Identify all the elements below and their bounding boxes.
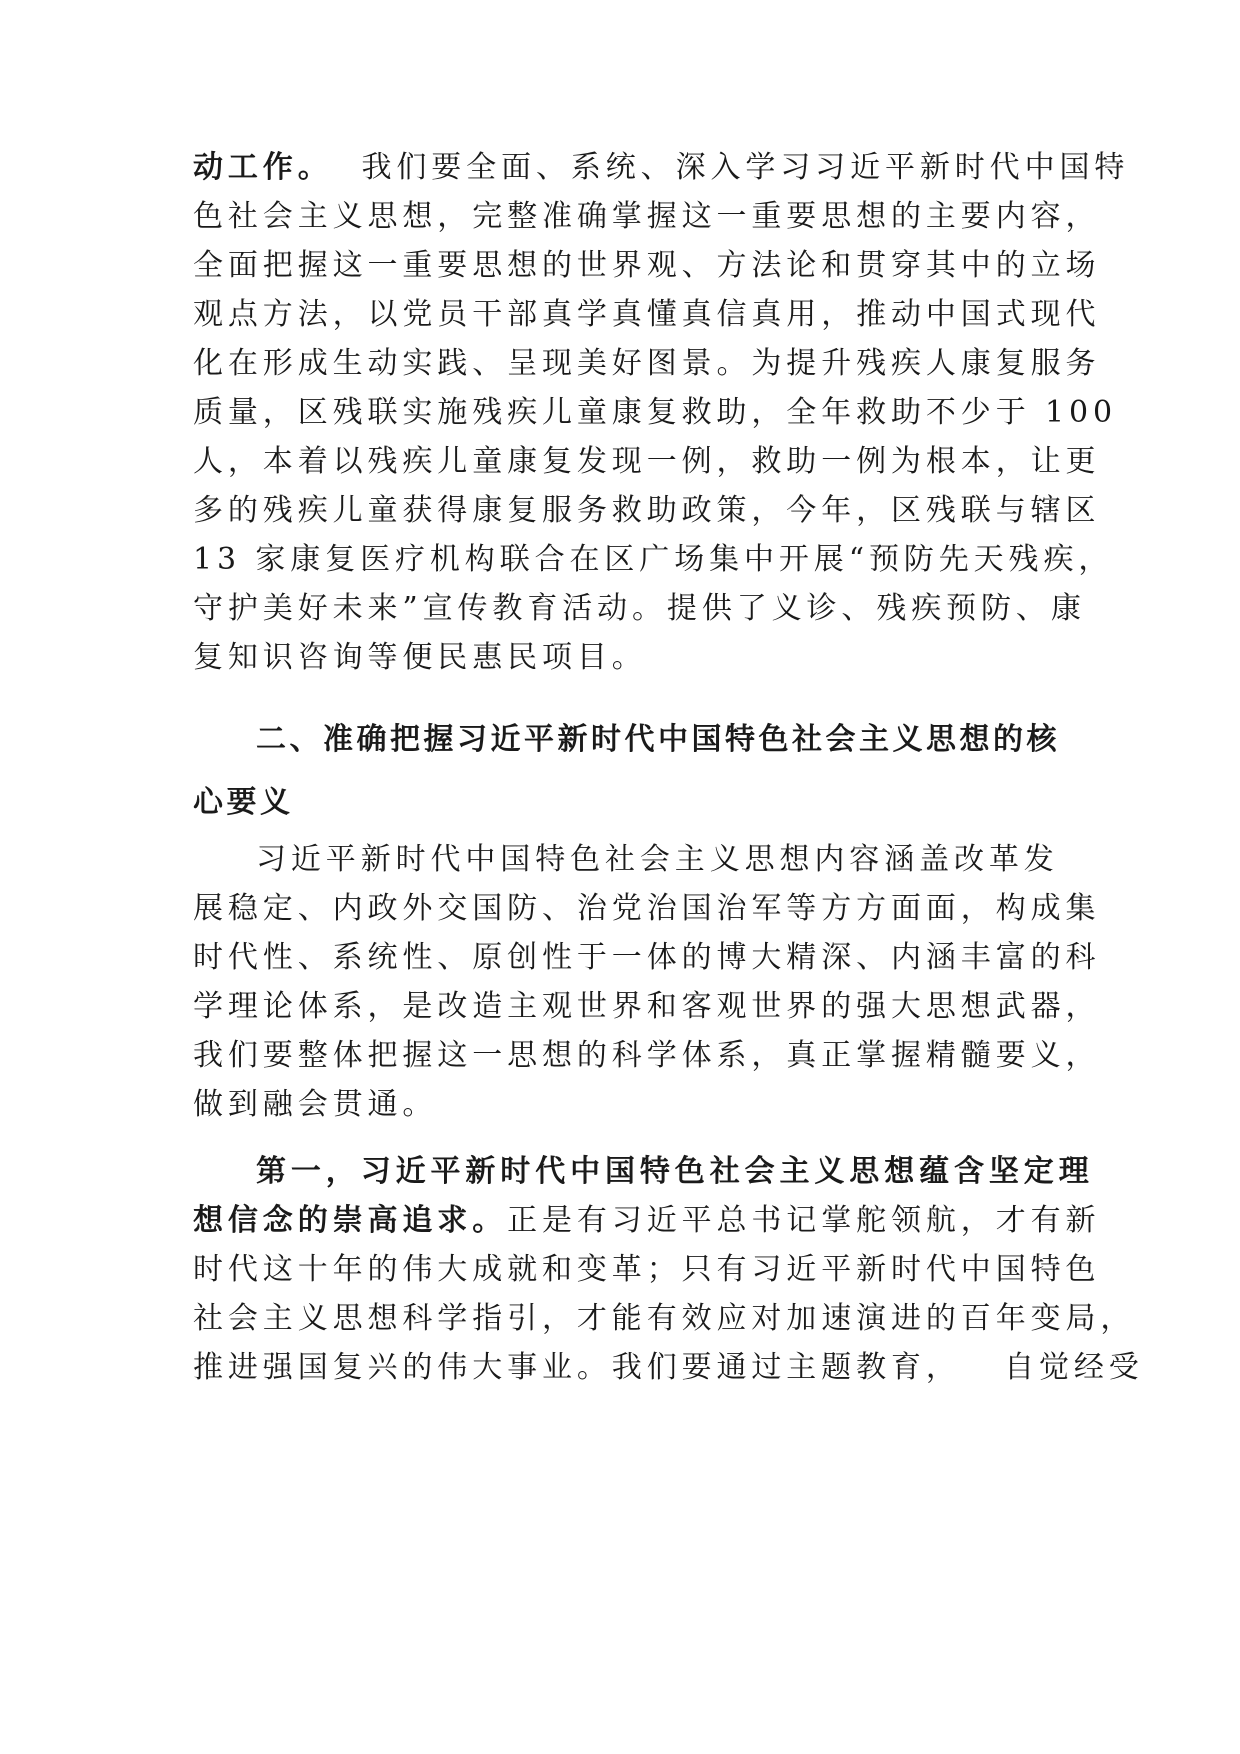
section-heading: 二、准确把握习近平新时代中国特色社会主义思想的核 bbox=[256, 722, 1060, 757]
paragraph-line: 我们要整体把握这一思想的科学体系，真正掌握精髓要义， bbox=[193, 1038, 1101, 1073]
paragraph-line: 学理论体系，是改造主观世界和客观世界的强大思想武器， bbox=[193, 989, 1101, 1024]
section-heading-continued: 心要义 bbox=[193, 785, 294, 820]
paragraph-line: 时代性、系统性、原创性于一体的博大精深、内涵丰富的科 bbox=[193, 940, 1101, 975]
paragraph-text: 正是有习近平总书记掌舵领航，才有新 bbox=[507, 1203, 1101, 1238]
paragraph-line: 质量，区残联实施残疾儿童康复救助，全年救助不少于 100 bbox=[193, 395, 1117, 430]
bold-lead-text: 动工作。 bbox=[193, 150, 333, 185]
paragraph-line: 时代这十年的伟大成就和变革；只有习近平新时代中国特色 bbox=[193, 1252, 1101, 1287]
paragraph-line: 展稳定、内政外交国防、治党治国治军等方方面面，构成集 bbox=[193, 891, 1101, 926]
paragraph-line: 推进强国复兴的伟大事业。我们要通过主题教育， 自觉经受 bbox=[193, 1350, 1144, 1385]
paragraph-line: 多的残疾儿童获得康复服务救助政策，今年，区残联与辖区 bbox=[193, 493, 1101, 528]
paragraph-line: 化在形成生动实践、呈现美好图景。为提升残疾人康复服务 bbox=[193, 346, 1101, 381]
paragraph-line: 社会主义思想科学指引，才能有效应对加速演进的百年变局， bbox=[193, 1301, 1136, 1336]
bold-lead-text: 想信念的崇高追求。 bbox=[193, 1203, 508, 1238]
paragraph-line: 做到融会贯通。 bbox=[193, 1087, 438, 1122]
paragraph-line: 守护美好未来”宣传教育活动。提供了义诊、残疾预防、康 bbox=[193, 591, 1086, 626]
paragraph-line bbox=[193, 1201, 1101, 1241]
paragraph-line: 习近平新时代中国特色社会主义思想内容涵盖改革发 bbox=[256, 842, 1059, 877]
paragraph-text: 我们要全面、系统、深入学习习近平新时代中国特 bbox=[332, 150, 1130, 185]
paragraph-line: 色社会主义思想，完整准确掌握这一重要思想的主要内容， bbox=[193, 199, 1101, 234]
paragraph-line: 13 家康复医疗机构联合在区广场集中开展“预防先天残疾， bbox=[193, 542, 1114, 577]
paragraph-line: 复知识咨询等便民惠民项目。 bbox=[193, 640, 647, 675]
paragraph-line bbox=[193, 148, 1130, 188]
paragraph-line: 第一，习近平新时代中国特色社会主义思想蕴含坚定理 bbox=[256, 1154, 1094, 1189]
paragraph-line: 全面把握这一重要思想的世界观、方法论和贯穿其中的立场 bbox=[193, 248, 1101, 283]
paragraph-line: 观点方法，以党员干部真学真懂真信真用，推动中国式现代 bbox=[193, 297, 1101, 332]
paragraph-line: 人，本着以残疾儿童康复发现一例，救助一例为根本，让更 bbox=[193, 444, 1101, 479]
